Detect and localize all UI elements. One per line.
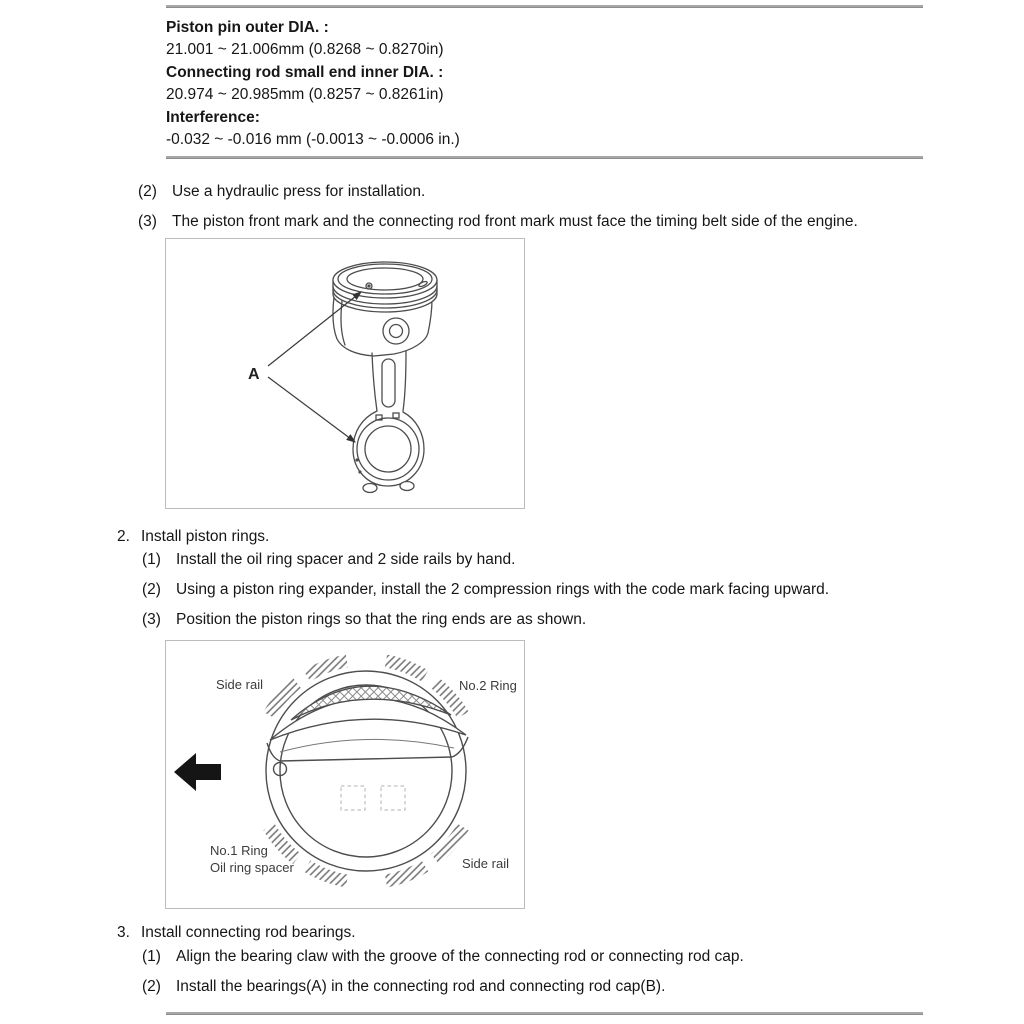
section-heading — [117, 527, 997, 547]
section-number: 2. — [117, 528, 130, 545]
spec-label: Connecting rod small end inner DIA. : — [166, 63, 444, 81]
label-oil-ring-spacer: Oil ring spacer — [210, 860, 294, 875]
spec-value: 21.001 ~ 21.006mm (0.8268 ~ 0.8270in) — [166, 41, 444, 59]
step-item — [138, 182, 1018, 202]
step-text: Align the bearing claw with the groove of the connecting rod or connecting rod cap. — [176, 948, 744, 965]
step-text: Position the piston rings so that the ring ends are as shown. — [176, 611, 587, 628]
spec-top-rule — [166, 5, 923, 8]
label-side-rail-top: Side rail — [216, 677, 263, 692]
figure-piston-rod — [165, 238, 525, 509]
step-number: (2) — [142, 978, 161, 995]
section-title: Install connecting rod bearings. — [141, 924, 356, 941]
spec-label: Piston pin outer DIA. : — [166, 19, 329, 36]
step-number: (3) — [138, 213, 157, 230]
label-no2-ring: No.2 Ring — [459, 678, 517, 693]
step-number: (2) — [142, 581, 161, 598]
label-no1-ring: No.1 Ring — [210, 843, 268, 858]
section-number: 3. — [117, 924, 130, 941]
step-text: Using a piston ring expander, install the 2 compression rings with the code mark facing upward. — [176, 581, 830, 598]
left-arrow-icon — [174, 753, 221, 791]
step-item — [142, 550, 1022, 570]
step-item — [142, 610, 1022, 630]
step-item — [142, 977, 1022, 997]
spec-value: -0.032 ~ -0.016 mm (-0.0013 ~ -0.0006 in.) — [166, 131, 460, 149]
step-item — [142, 947, 1022, 967]
piston-top-view — [266, 671, 468, 871]
page-bottom-rule — [166, 1012, 923, 1015]
label-side-rail-bottom: Side rail — [462, 856, 509, 871]
step-number: (2) — [138, 183, 157, 200]
section-heading — [117, 923, 997, 943]
piston-line-art — [333, 262, 437, 493]
step-text: Install the bearings(A) in the connecting rod and connecting rod cap(B). — [176, 978, 666, 995]
step-text: Install the oil ring spacer and 2 side rails by hand. — [176, 551, 516, 568]
section-title: Install piston rings. — [141, 528, 270, 545]
step-number: (3) — [142, 611, 161, 628]
spec-value: 20.974 ~ 20.985mm (0.8257 ~ 0.8261in) — [166, 86, 444, 104]
spec-bottom-rule — [166, 156, 923, 159]
step-item — [138, 212, 1018, 232]
callout-a-label: A — [248, 366, 260, 383]
step-text: The piston front mark and the connecting rod front mark must face the timing belt side of the engine. — [172, 213, 858, 230]
step-item — [142, 580, 1022, 600]
step-number: (1) — [142, 551, 161, 568]
piston-diagram — [166, 239, 524, 508]
spec-block — [166, 17, 926, 151]
ring-gap-diagram — [166, 641, 524, 908]
step-number: (1) — [142, 948, 161, 965]
step-text: Use a hydraulic press for installation. — [172, 183, 426, 200]
figure-ring-positions — [165, 640, 525, 909]
spec-label: Interference: — [166, 108, 260, 126]
